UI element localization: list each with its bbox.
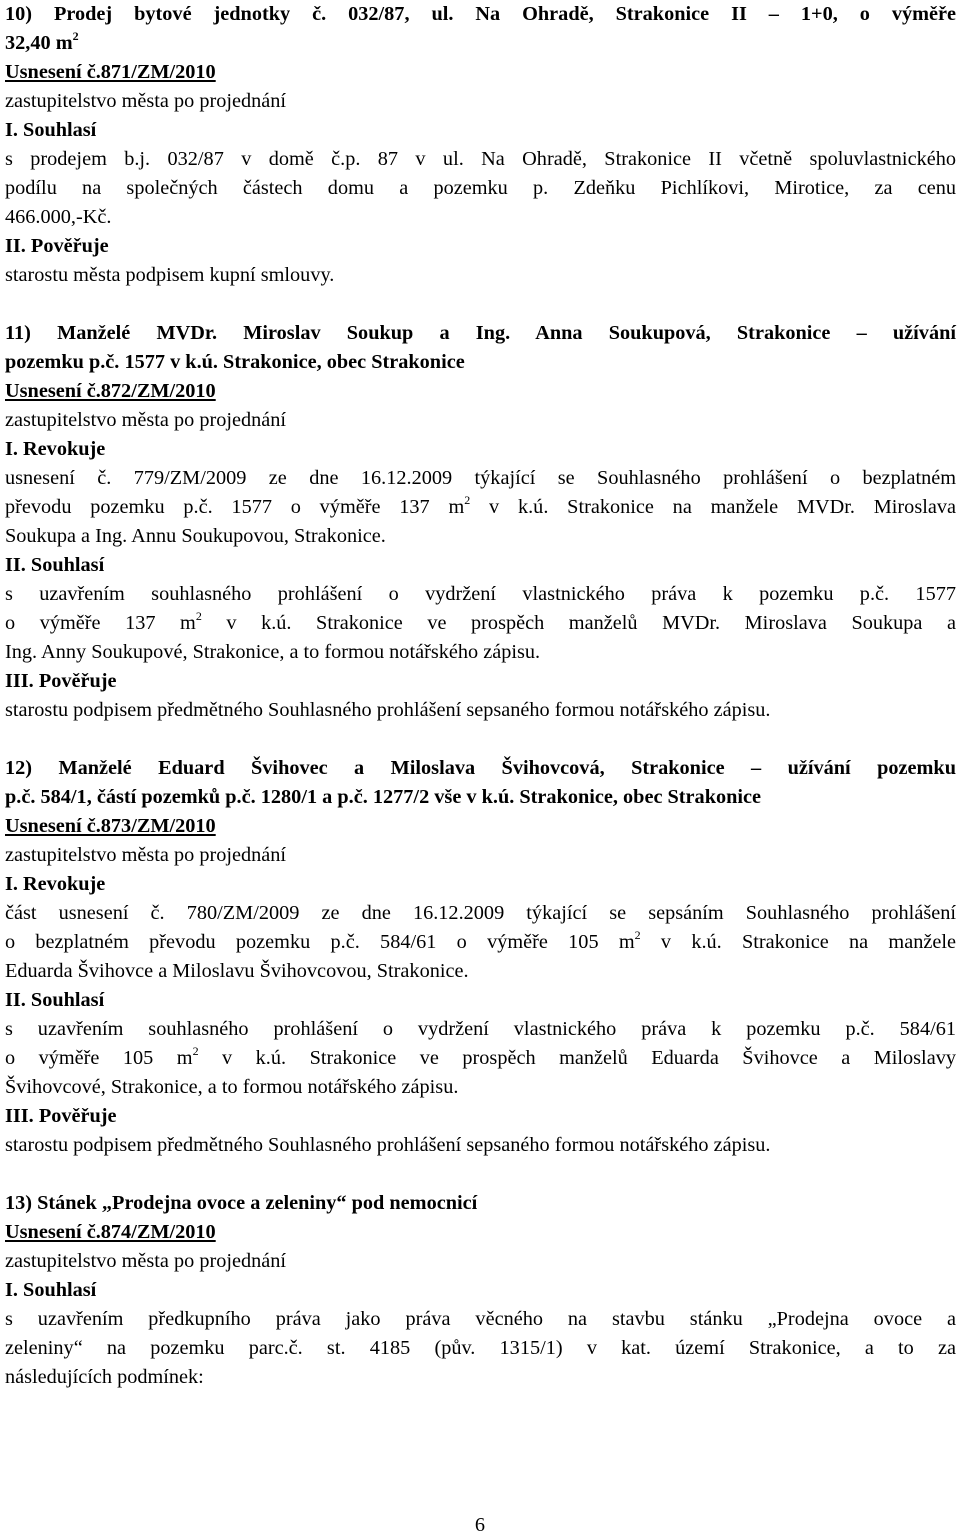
clause-text: o výměře 105 $m^2$ v k.ú. Strakonice ve prospěch manželů Eduarda Švihovce a Miloslavy [5,1044,956,1069]
clause-text: s uzavřením souhlasného prohlášení o vydržení vlastnického práva k pozemku p.č. 1577 [5,583,956,605]
clause-label: II. Souhlasí [5,989,105,1011]
clause-text: část usnesení č. 780/ZM/2009 ze dne 16.12.2009 týkající se sepsáním Souhlasného prohlášení [5,902,956,924]
clause-label: III. Pověřuje [5,1105,117,1127]
section-gap [5,1160,960,1189]
resolution-number: Usnesení č.871/ZM/2010 [5,61,216,83]
section-11-heading-line-1: 11) Manželé MVDr. Miroslav Soukup a Ing. Anna Soukupová, Strakonice – užívání [5,322,956,344]
section-13 [5,1189,960,1392]
clause-label: I. Revokuje [5,438,106,460]
section-10-heading-line-1: 10) Prodej bytové jednotky č. 032/87, ul. Na Ohradě, Strakonice II – 1+0, o výměře [5,3,956,25]
clause-label: I. Souhlasí [5,1279,97,1301]
section-13-heading: 13) Stánek „Prodejna ovoce a zeleniny“ pod nemocnicí [5,1192,478,1214]
clause-label: II. Pověřuje [5,235,109,257]
clause-text: převodu pozemku p.č. 1577 o výměře 137 $m^2$ v k.ú. Strakonice na manžele MVDr. Miroslava [5,493,956,518]
clause-text: o výměře 137 $m^2$ v k.ú. Strakonice ve prospěch manželů MVDr. Miroslava Soukupa a [5,609,956,634]
section-12-heading-line-1: 12) Manželé Eduard Švihovec a Miloslava Švihovcová, Strakonice – užívání pozemku [5,757,956,779]
clause-text: podílu na společných částech domu a pozemku p. Zdeňku Pichlíkovi, Mirotice, za cenu [5,177,956,199]
clause-text: 466.000,-Kč. [5,206,112,228]
clause-text: zeleniny“ na pozemku parc.č. st. 4185 (pův. 1315/1) v kat. území Strakonice, a to za [5,1337,956,1359]
section-11 [5,319,960,725]
clause-label: III. Pověřuje [5,670,117,692]
clause-label: I. Revokuje [5,873,106,895]
clause-text: Ing. Anny Soukupové, Strakonice, a to formou notářského zápisu. [5,641,541,663]
resolution-number: Usnesení č.873/ZM/2010 [5,815,216,837]
clause-label: I. Souhlasí [5,119,97,141]
page-number: 6 [474,1514,486,1536]
clause-text: usnesení č. 779/ZM/2009 ze dne 16.12.2009 týkající se Souhlasného prohlášení o bezplatném [5,467,956,489]
clause-text: starostu města podpisem kupní smlouvy. [5,264,335,286]
section-gap [5,725,960,754]
clause-label: II. Souhlasí [5,554,105,576]
clause-text: o bezplatném převodu pozemku p.č. 584/61 o výměře 105 $m^2$ v k.ú. Strakonice na manžele [5,928,956,953]
clause-text: starostu podpisem předmětného Souhlasného prohlášení sepsaného formou notářského zápisu. [5,699,771,721]
clause-text: s uzavřením předkupního práva jako práva věcného na stavbu stánku „Prodejna ovoce a [5,1308,956,1330]
section-11-heading-line-2: pozemku p.č. 1577 v k.ú. Strakonice, obec Strakonice [5,351,465,373]
council-phrase: zastupitelstvo města po projednání [5,90,287,112]
section-10 [5,0,960,290]
section-gap [5,290,960,319]
clause-text: s uzavřením souhlasného prohlášení o vydržení vlastnického práva k pozemku p.č. 584/61 [5,1018,956,1040]
council-phrase: zastupitelstvo města po projednání [5,409,287,431]
resolution-number: Usnesení č.872/ZM/2010 [5,380,216,402]
clause-text: Eduarda Švihovce a Miloslavu Švihovcovou, Strakonice. [5,960,469,982]
council-phrase: zastupitelstvo města po projednání [5,1250,287,1272]
clause-text: s prodejem b.j. 032/87 v domě č.p. 87 v ul. Na Ohradě, Strakonice II včetně spoluvlastnického [5,148,956,170]
clause-text: Švihovcové, Strakonice, a to formou notářského zápisu. [5,1076,459,1098]
section-12-heading-line-2: p.č. 584/1, částí pozemků p.č. 1280/1 a p.č. 1277/2 vše v k.ú. Strakonice, obec Strakonice [5,786,762,808]
clause-text: následujících podmínek: [5,1366,204,1388]
section-10-heading-line-2: 32,40 $m^2$ [5,29,79,54]
clause-text: starostu podpisem předmětného Souhlasného prohlášení sepsaného formou notářského zápisu. [5,1134,771,1156]
resolution-number: Usnesení č.874/ZM/2010 [5,1221,216,1243]
clause-text: Soukupa a Ing. Annu Soukupovou, Strakonice. [5,525,386,547]
section-12 [5,754,960,1160]
council-phrase: zastupitelstvo města po projednání [5,844,287,866]
